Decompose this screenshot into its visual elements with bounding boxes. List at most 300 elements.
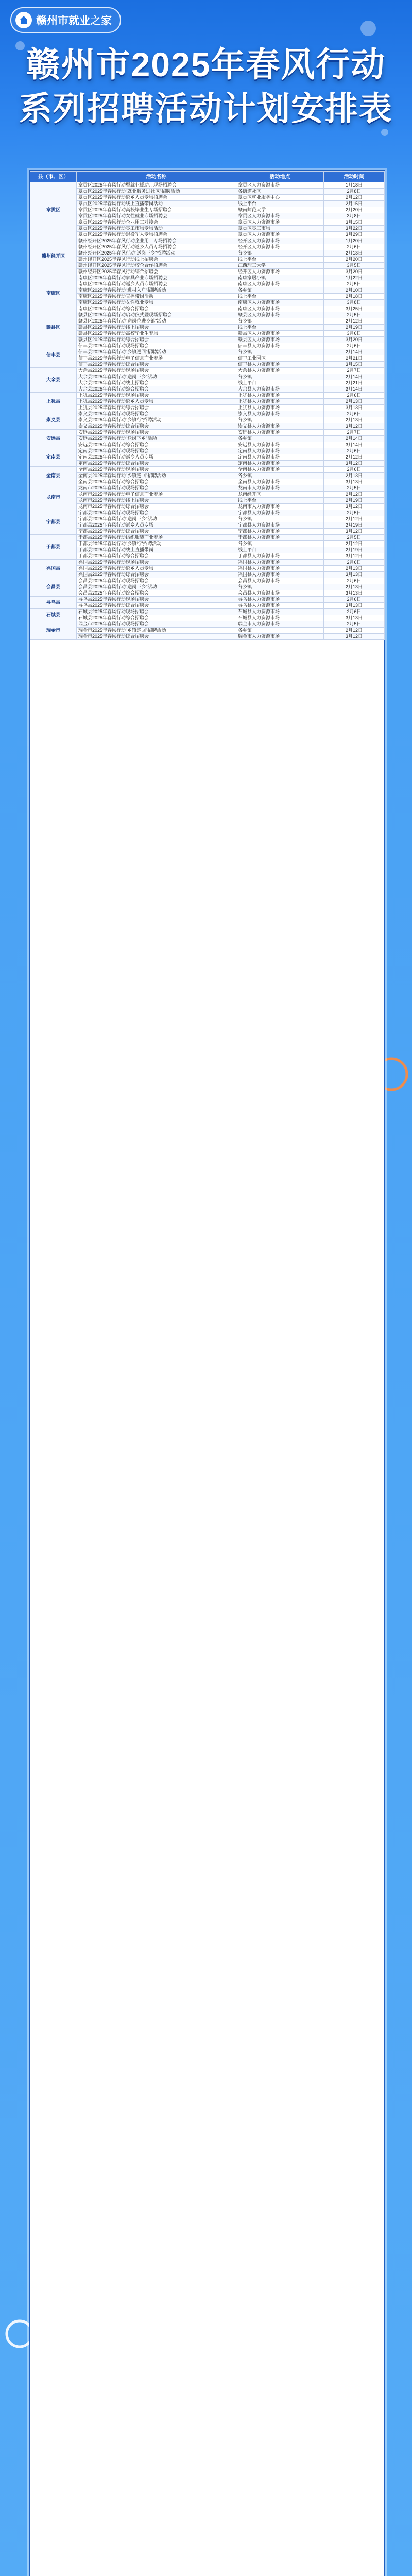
- location-cell: 各乡镇: [236, 628, 324, 634]
- activity-cell: 全南县2025年春风行动"乡镇巡回"招聘活动: [77, 473, 236, 479]
- location-cell: 宁都县人力资源市场: [236, 510, 324, 516]
- activity-cell: 赣县区2025年春风行动"送岗位进乡镇"活动: [77, 318, 236, 325]
- region-cell: 大余县: [30, 368, 77, 393]
- date-cell: 2月13日: [324, 584, 385, 590]
- date-cell: 2月7日: [324, 430, 385, 436]
- location-cell: 安远县人力资源市场: [236, 442, 324, 448]
- date-cell: 2月20日: [324, 257, 385, 263]
- region-cell: 全南县: [30, 467, 77, 485]
- activity-cell: 大余县2025年春风行动线上招聘会: [77, 380, 236, 386]
- date-cell: 2月13日: [324, 250, 385, 257]
- location-cell: 石城县人力资源市场: [236, 615, 324, 621]
- activity-cell: 崇义县2025年春风行动现场招聘会: [77, 411, 236, 417]
- table-row: [30, 473, 385, 479]
- date-cell: 1月20日: [324, 238, 385, 244]
- location-cell: 崇义县人力资源市场: [236, 411, 324, 417]
- activity-cell: 赣州经开区2025年春风行动"送岗下乡"招聘活动: [77, 250, 236, 257]
- date-cell: 2月14日: [324, 374, 385, 380]
- table-row: [30, 603, 385, 609]
- region-cell: 宁都县: [30, 510, 77, 535]
- table-row: [30, 510, 385, 516]
- table-row: [30, 411, 385, 417]
- location-cell: 于都县人力资源市场: [236, 553, 324, 560]
- table-row: [30, 634, 385, 640]
- table-row: [30, 380, 385, 386]
- activity-cell: 安远县2025年春风行动"送岗下乡"活动: [77, 436, 236, 442]
- activity-cell: 赣县区2025年春风行动启动仪式暨现场招聘会: [77, 312, 236, 318]
- table-row: [30, 250, 385, 257]
- location-cell: 宁都县人力资源市场: [236, 529, 324, 535]
- activity-cell: 章贡区2025年春风行动返乡人员专场招聘会: [77, 195, 236, 201]
- table-row: [30, 337, 385, 343]
- activity-cell: 寻乌县2025年春风行动综合招聘会: [77, 603, 236, 609]
- table-row: [30, 393, 385, 399]
- date-cell: 2月6日: [324, 448, 385, 454]
- activity-cell: 于都县2025年春风行动线上直播带岗: [77, 547, 236, 553]
- location-cell: 经开区人力资源市场: [236, 238, 324, 244]
- activity-cell: 宁都县2025年春风行动返乡人员专场: [77, 522, 236, 529]
- location-cell: 线上平台: [236, 547, 324, 553]
- location-cell: 会昌县人力资源市场: [236, 578, 324, 584]
- location-cell: 信丰县人力资源市场: [236, 343, 324, 349]
- table-row: [30, 584, 385, 590]
- table-row: [30, 615, 385, 621]
- activity-cell: 章贡区2025年春风行动企业用工对接会: [77, 219, 236, 226]
- table-row: [30, 195, 385, 201]
- region-cell: 赣县区: [30, 312, 77, 343]
- table-row: [30, 423, 385, 430]
- date-cell: 2月12日: [324, 628, 385, 634]
- activity-cell: 龙南市2025年春风行动综合招聘会: [77, 504, 236, 510]
- activity-cell: 章贡区2025年春风行动女性就业专场招聘会: [77, 213, 236, 219]
- column-header: 活动地点: [236, 172, 324, 182]
- date-cell: 3月12日: [324, 553, 385, 560]
- location-cell: 定南县人力资源市场: [236, 454, 324, 461]
- location-cell: 章贡区零工市场: [236, 226, 324, 232]
- activity-cell: 南康区2025年春风行动返乡人员专场招聘会: [77, 281, 236, 287]
- region-cell: 定南县: [30, 448, 77, 467]
- location-cell: 石城县人力资源市场: [236, 609, 324, 615]
- table-row: [30, 275, 385, 281]
- activity-cell: 上犹县2025年春风行动返乡人员专场: [77, 399, 236, 405]
- location-cell: 经开区人力资源市场: [236, 244, 324, 250]
- date-cell: 2月21日: [324, 355, 385, 362]
- date-cell: 3月13日: [324, 405, 385, 411]
- region-cell: 上犹县: [30, 393, 77, 411]
- location-cell: 信丰工业园区: [236, 355, 324, 362]
- location-cell: 龙南经开区: [236, 492, 324, 498]
- location-cell: 各乡镇: [236, 473, 324, 479]
- activity-cell: 赣州经开区2025年春风行动返乡人员专场招聘会: [77, 244, 236, 250]
- date-cell: 2月14日: [324, 436, 385, 442]
- table-row: [30, 454, 385, 461]
- table-row: [30, 522, 385, 529]
- table-row: [30, 417, 385, 423]
- location-cell: 崇义县人力资源市场: [236, 423, 324, 430]
- activity-cell: 赣州经开区2025年春风行动线上招聘会: [77, 257, 236, 263]
- activity-cell: 龙南市2025年春风行动电子信息产业专场: [77, 492, 236, 498]
- table-row: [30, 201, 385, 207]
- location-cell: 各乡镇: [236, 436, 324, 442]
- date-cell: 2月7日: [324, 368, 385, 374]
- activity-cell: 赣州经开区2025年春风行动校企合作招聘会: [77, 263, 236, 269]
- table-row: [30, 590, 385, 597]
- location-cell: 大余县人力资源市场: [236, 368, 324, 374]
- table-row: [30, 257, 385, 263]
- table-row: [30, 386, 385, 393]
- activity-cell: 会昌县2025年春风行动"送岗下乡"活动: [77, 584, 236, 590]
- activity-cell: 章贡区2025年春风行动线上直播带岗活动: [77, 201, 236, 207]
- location-cell: 线上平台: [236, 257, 324, 263]
- date-cell: 2月13日: [324, 566, 385, 572]
- table-row: [30, 281, 385, 287]
- activity-cell: 兴国县2025年春风行动现场招聘会: [77, 560, 236, 566]
- activity-cell: 瑞金市2025年春风行动"乡镇巡回"招聘活动: [77, 628, 236, 634]
- table-row: [30, 287, 385, 294]
- region-cell: 于都县: [30, 535, 77, 560]
- location-cell: 各乡镇: [236, 250, 324, 257]
- date-cell: 2月21日: [324, 380, 385, 386]
- location-cell: 兴国县人力资源市场: [236, 560, 324, 566]
- date-cell: 2月13日: [324, 417, 385, 423]
- activity-cell: 赣县区2025年春风行动高校毕业生专场: [77, 331, 236, 337]
- location-cell: 线上平台: [236, 201, 324, 207]
- region-cell: 会昌县: [30, 578, 77, 597]
- table-row: [30, 448, 385, 454]
- date-cell: 2月6日: [324, 467, 385, 473]
- table-header-row: [30, 172, 385, 182]
- date-cell: 2月6日: [324, 244, 385, 250]
- location-cell: 南康区人力资源市场: [236, 281, 324, 287]
- date-cell: 2月5日: [324, 510, 385, 516]
- activity-cell: 章贡区2025年春风行动零工市场专场活动: [77, 226, 236, 232]
- table-row: [30, 430, 385, 436]
- date-cell: 3月25日: [324, 306, 385, 312]
- location-cell: 全南县人力资源市场: [236, 479, 324, 485]
- page-title-line1: 赣州市2025年春风行动: [26, 45, 386, 83]
- activity-cell: 会昌县2025年春风行动现场招聘会: [77, 578, 236, 584]
- date-cell: 2月19日: [324, 325, 385, 331]
- activity-cell: 大余县2025年春风行动"送岗下乡"活动: [77, 374, 236, 380]
- activity-cell: 兴国县2025年春风行动综合招聘会: [77, 572, 236, 578]
- location-cell: 上犹县人力资源市场: [236, 405, 324, 411]
- table-row: [30, 578, 385, 584]
- date-cell: 2月13日: [324, 399, 385, 405]
- bubble-decoration: [360, 21, 376, 36]
- date-cell: 3月29日: [324, 232, 385, 238]
- table-row: [30, 504, 385, 510]
- table-row: [30, 597, 385, 603]
- date-cell: 2月12日: [324, 516, 385, 522]
- table-row: [30, 535, 385, 541]
- date-cell: 3月12日: [324, 504, 385, 510]
- activity-cell: 全南县2025年春风行动现场招聘会: [77, 467, 236, 473]
- location-cell: 各乡镇: [236, 516, 324, 522]
- location-cell: 章贡区人力资源市场: [236, 219, 324, 226]
- activity-cell: 信丰县2025年春风行动电子信息产业专场: [77, 355, 236, 362]
- date-cell: 2月10日: [324, 287, 385, 294]
- date-cell: 2月6日: [324, 609, 385, 615]
- table-row: [30, 436, 385, 442]
- location-cell: 各乡镇: [236, 374, 324, 380]
- location-cell: 上犹县人力资源市场: [236, 399, 324, 405]
- activity-cell: 大余县2025年春风行动现场招聘会: [77, 368, 236, 374]
- date-cell: 2月5日: [324, 535, 385, 541]
- table-row: [30, 572, 385, 578]
- bubble-decoration: [381, 129, 388, 136]
- table-row: [30, 547, 385, 553]
- region-cell: 信丰县: [30, 343, 77, 368]
- location-cell: 各乡镇: [236, 318, 324, 325]
- activity-cell: 石城县2025年春风行动综合招聘会: [77, 615, 236, 621]
- activity-cell: 寻乌县2025年春风行动现场招聘会: [77, 597, 236, 603]
- date-cell: 3月14日: [324, 386, 385, 393]
- table-row: [30, 529, 385, 535]
- date-cell: 2月6日: [324, 578, 385, 584]
- table-row: [30, 399, 385, 405]
- location-cell: 章贡区人力资源市场: [236, 182, 324, 189]
- location-cell: 章贡区就业服务中心: [236, 195, 324, 201]
- location-cell: 瑞金市人力资源市场: [236, 634, 324, 640]
- activity-cell: 章贡区2025年春风行动退役军人专场招聘会: [77, 232, 236, 238]
- date-cell: 1月22日: [324, 275, 385, 281]
- location-cell: 各乡镇: [236, 417, 324, 423]
- location-cell: 会昌县人力资源市场: [236, 590, 324, 597]
- location-cell: 各乡镇: [236, 349, 324, 355]
- location-cell: 龙南市人力资源市场: [236, 504, 324, 510]
- table-row: [30, 442, 385, 448]
- date-cell: 3月5日: [324, 263, 385, 269]
- activity-cell: 章贡区2025年春风行动"就业服务进社区"招聘活动: [77, 189, 236, 195]
- table-row: [30, 238, 385, 244]
- location-cell: 线上平台: [236, 380, 324, 386]
- location-cell: 定南县人力资源市场: [236, 448, 324, 454]
- region-cell: 章贡区: [30, 182, 77, 238]
- date-cell: 2月12日: [324, 454, 385, 461]
- table-row: [30, 349, 385, 355]
- table-row: [30, 485, 385, 492]
- location-cell: 各街道社区: [236, 189, 324, 195]
- activity-cell: 瑞金市2025年春风行动综合招聘会: [77, 634, 236, 640]
- date-cell: 2月5日: [324, 485, 385, 492]
- region-cell: 兴国县: [30, 560, 77, 578]
- column-header: 活动名称: [77, 172, 236, 182]
- location-cell: 各乡镇: [236, 584, 324, 590]
- activity-cell: 信丰县2025年春风行动现场招聘会: [77, 343, 236, 349]
- region-cell: 石城县: [30, 609, 77, 621]
- activity-cell: 龙南市2025年春风行动现场招聘会: [77, 485, 236, 492]
- activity-cell: 章贡区2025年春风行动高校毕业生专场招聘会: [77, 207, 236, 213]
- date-cell: 3月13日: [324, 603, 385, 609]
- table-row: [30, 325, 385, 331]
- table-row: [30, 300, 385, 306]
- activity-cell: 赣州经开区2025年春风行动企业用工专场招聘会: [77, 238, 236, 244]
- table-row: [30, 405, 385, 411]
- table-row: [30, 621, 385, 628]
- date-cell: 2月12日: [324, 492, 385, 498]
- schedule-panel: [29, 170, 385, 2576]
- date-cell: 2月6日: [324, 560, 385, 566]
- location-cell: 龙南市人力资源市场: [236, 485, 324, 492]
- location-cell: 线上平台: [236, 498, 324, 504]
- date-cell: 3月12日: [324, 634, 385, 640]
- date-cell: 3月15日: [324, 219, 385, 226]
- location-cell: 大余县人力资源市场: [236, 386, 324, 393]
- activity-cell: 信丰县2025年春风行动综合招聘会: [77, 362, 236, 368]
- date-cell: 2月5日: [324, 281, 385, 287]
- table-row: [30, 355, 385, 362]
- table-row: [30, 189, 385, 195]
- location-cell: 南康家居小镇: [236, 275, 324, 281]
- date-cell: 2月13日: [324, 473, 385, 479]
- location-cell: 各乡镇: [236, 541, 324, 547]
- location-cell: 江西理工大学: [236, 263, 324, 269]
- date-cell: 3月13日: [324, 572, 385, 578]
- activity-cell: 赣州经开区2025年春风行动综合招聘会: [77, 269, 236, 275]
- region-cell: 崇义县: [30, 411, 77, 430]
- location-cell: 南康区人力资源市场: [236, 306, 324, 312]
- table-row: [30, 479, 385, 485]
- location-cell: 各乡镇: [236, 287, 324, 294]
- location-cell: 于都县人力资源市场: [236, 535, 324, 541]
- region-cell: 瑞金市: [30, 621, 77, 640]
- location-cell: 线上平台: [236, 294, 324, 300]
- activity-cell: 上犹县2025年春风行动综合招聘会: [77, 405, 236, 411]
- brand-logo: [10, 7, 121, 33]
- table-row: [30, 566, 385, 572]
- table-row: [30, 318, 385, 325]
- table-row: [30, 294, 385, 300]
- table-row: [30, 219, 385, 226]
- location-cell: 寻乌县人力资源市场: [236, 597, 324, 603]
- activity-cell: 全南县2025年春风行动综合招聘会: [77, 479, 236, 485]
- date-cell: 3月6日: [324, 331, 385, 337]
- date-cell: 2月8日: [324, 189, 385, 195]
- date-cell: 2月6日: [324, 597, 385, 603]
- activity-cell: 定南县2025年春风行动返乡人员专场: [77, 454, 236, 461]
- location-cell: 线上平台: [236, 325, 324, 331]
- date-cell: 2月18日: [324, 294, 385, 300]
- activity-cell: 上犹县2025年春风行动现场招聘会: [77, 393, 236, 399]
- activity-cell: 龙南市2025年春风行动线上招聘会: [77, 498, 236, 504]
- table-row: [30, 269, 385, 275]
- header: [0, 0, 412, 170]
- activity-cell: 南康区2025年春风行动直播带岗活动: [77, 294, 236, 300]
- region-cell: 龙南市: [30, 485, 77, 510]
- location-cell: 全南县人力资源市场: [236, 467, 324, 473]
- table-body: [30, 182, 385, 640]
- location-cell: 定南县人力资源市场: [236, 461, 324, 467]
- location-cell: 信丰县人力资源市场: [236, 362, 324, 368]
- date-cell: 3月13日: [324, 590, 385, 597]
- activity-cell: 安远县2025年春风行动现场招聘会: [77, 430, 236, 436]
- activity-cell: 南康区2025年春风行动综合招聘会: [77, 306, 236, 312]
- table-row: [30, 232, 385, 238]
- date-cell: 3月13日: [324, 479, 385, 485]
- activity-cell: 于都县2025年春风行动纺织服装产业专场: [77, 535, 236, 541]
- table-row: [30, 207, 385, 213]
- table-row: [30, 263, 385, 269]
- date-cell: 2月14日: [324, 349, 385, 355]
- schedule-table: [30, 171, 385, 640]
- activity-cell: 于都县2025年春风行动"乡镇行"招聘活动: [77, 541, 236, 547]
- date-cell: 2月15日: [324, 201, 385, 207]
- table-row: [30, 362, 385, 368]
- activity-cell: 宁都县2025年春风行动"送岗下乡"活动: [77, 516, 236, 522]
- date-cell: 2月6日: [324, 343, 385, 349]
- date-cell: 3月12日: [324, 461, 385, 467]
- activity-cell: 崇义县2025年春风行动综合招聘会: [77, 423, 236, 430]
- table-row: [30, 609, 385, 615]
- table-row: [30, 213, 385, 219]
- date-cell: 2月6日: [324, 411, 385, 417]
- date-cell: 2月19日: [324, 522, 385, 529]
- location-cell: 赣县区人力资源市场: [236, 312, 324, 318]
- date-cell: 3月8日: [324, 213, 385, 219]
- table-row: [30, 374, 385, 380]
- activity-cell: 定南县2025年春风行动综合招聘会: [77, 461, 236, 467]
- location-cell: 瑞金市人力资源市场: [236, 621, 324, 628]
- location-cell: 经开区人力资源市场: [236, 269, 324, 275]
- table-row: [30, 226, 385, 232]
- location-cell: 寻乌县人力资源市场: [236, 603, 324, 609]
- page-title-line2: 系列招聘活动计划安排表: [19, 90, 393, 127]
- location-cell: 赣南师范大学: [236, 207, 324, 213]
- date-cell: 2月20日: [324, 207, 385, 213]
- table-row: [30, 467, 385, 473]
- date-cell: 2月5日: [324, 312, 385, 318]
- location-cell: 上犹县人力资源市场: [236, 393, 324, 399]
- activity-cell: 兴国县2025年春风行动返乡人员专场: [77, 566, 236, 572]
- table-row: [30, 461, 385, 467]
- date-cell: 2月19日: [324, 547, 385, 553]
- house-icon: [15, 12, 32, 28]
- table-row: [30, 343, 385, 349]
- date-cell: 1月18日: [324, 182, 385, 189]
- activity-cell: 定南县2025年春风行动现场招聘会: [77, 448, 236, 454]
- activity-cell: 章贡区2025年春风行动暨就业援助月现场招聘会: [77, 182, 236, 189]
- table-row: [30, 306, 385, 312]
- location-cell: 章贡区人力资源市场: [236, 213, 324, 219]
- date-cell: 2月6日: [324, 393, 385, 399]
- location-cell: 兴国县人力资源市场: [236, 572, 324, 578]
- table-row: [30, 628, 385, 634]
- activity-cell: 南康区2025年春风行动家具产业专场招聘会: [77, 275, 236, 281]
- activity-cell: 安远县2025年春风行动综合招聘会: [77, 442, 236, 448]
- column-header: 活动时间: [324, 172, 385, 182]
- location-cell: 赣县区人力资源市场: [236, 331, 324, 337]
- date-cell: 3月20日: [324, 269, 385, 275]
- activity-cell: 宁都县2025年春风行动现场招聘会: [77, 510, 236, 516]
- region-cell: 南康区: [30, 275, 77, 312]
- table-row: [30, 541, 385, 547]
- location-cell: 赣县区人力资源市场: [236, 337, 324, 343]
- activity-cell: 南康区2025年春风行动"进村入户"招聘活动: [77, 287, 236, 294]
- activity-cell: 石城县2025年春风行动现场招聘会: [77, 609, 236, 615]
- region-cell: 安远县: [30, 430, 77, 448]
- brand-logo-text: 赣州市就业之家: [36, 15, 112, 27]
- activity-cell: 瑞金市2025年春风行动现场招聘会: [77, 621, 236, 628]
- date-cell: 2月12日: [324, 195, 385, 201]
- activity-cell: 会昌县2025年春风行动综合招聘会: [77, 590, 236, 597]
- table-row: [30, 498, 385, 504]
- region-cell: 赣州经开区: [30, 238, 77, 275]
- table-row: [30, 312, 385, 318]
- date-cell: 3月22日: [324, 226, 385, 232]
- date-cell: 2月12日: [324, 318, 385, 325]
- date-cell: 2月5日: [324, 621, 385, 628]
- table-row: [30, 560, 385, 566]
